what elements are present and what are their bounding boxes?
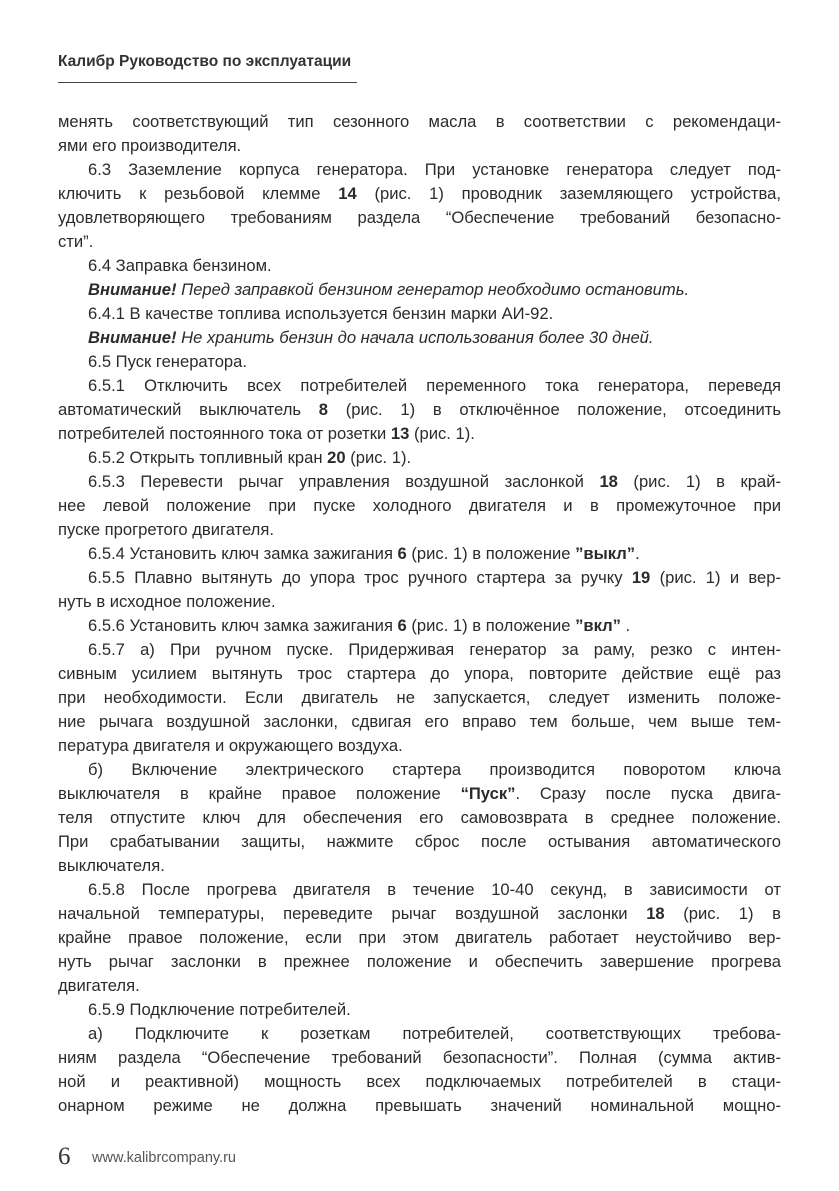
body-text: (рис. 1) в край- <box>617 472 781 491</box>
text-line <box>58 782 781 806</box>
body-text: нуть в исходное положение. <box>58 592 276 611</box>
body-text: (рис. 1) в <box>664 904 781 923</box>
body-text: (рис. 1) в отключённое положение, отсоединить <box>328 400 781 419</box>
text-line <box>58 158 781 182</box>
body-text: ние рычага воздушной заслонки, сдвигая его вправо тем больше, чем выше тем- <box>58 712 781 731</box>
paragraph <box>58 158 781 254</box>
body-text: теля отпустите ключ для обеспечения его самовозврата в среднее положение. <box>58 808 781 827</box>
emphasis-text: 19 <box>631 568 651 587</box>
emphasis-text: 6 <box>397 544 407 563</box>
text-line <box>58 1070 781 1094</box>
emphasis-text: “Пуск” <box>460 784 516 803</box>
emphasis-text: 6 <box>397 616 407 635</box>
body-text: а) Подключите к розеткам потребителей, соответствующих требова- <box>88 1024 781 1043</box>
body-text: 6.5.5 Плавно вытянуть до упора трос ручного стартера за ручку <box>88 568 632 587</box>
text-line <box>58 806 781 830</box>
body-text: начальной температуры, переведите рычаг воздушной заслонки <box>58 904 647 923</box>
text-line <box>58 134 781 158</box>
paragraph <box>58 254 781 278</box>
body-text: (рис. 1) проводник заземляющего устройства, <box>356 184 781 203</box>
body-text: нуть рычаг заслонки в прежнее положение и обеспечить завершение прогрева <box>58 952 781 971</box>
text-line <box>58 1094 781 1118</box>
page-number: 6 <box>58 1143 71 1170</box>
paragraph <box>58 350 781 374</box>
body-text: (рис. 1) в положение <box>406 544 576 563</box>
body-text: . Сразу после пуска двига- <box>515 784 781 803</box>
body-text: 6.4 Заправка бензином. <box>88 256 272 275</box>
paragraph <box>58 998 781 1022</box>
paragraph <box>58 1022 781 1118</box>
paragraph <box>58 278 781 302</box>
text-line <box>58 446 781 470</box>
body-text: . <box>635 544 640 563</box>
text-line <box>58 302 781 326</box>
body-text: 6.5.1 Отключить всех потребителей переменного тока генератора, переведя <box>88 376 781 395</box>
body-text: потребителей постоянного тока от розетки <box>58 424 391 443</box>
body-text: 6.3 Заземление корпуса генератора. При установке генератора следует под- <box>88 160 781 179</box>
paragraph <box>58 326 781 350</box>
paragraph <box>58 110 781 158</box>
text-line <box>58 854 781 878</box>
text-line <box>58 758 781 782</box>
emphasis-text: ”вкл” <box>575 616 621 635</box>
body-text: ключить к резьбовой клемме <box>58 184 339 203</box>
body-text: (рис. 1) и вер- <box>650 568 781 587</box>
paragraph <box>58 638 781 758</box>
body-text: менять соответствующий тип сезонного масла в соответствии с рекомендаци- <box>58 112 781 131</box>
emphasis-text: 8 <box>318 400 328 419</box>
body-text: . <box>620 616 631 635</box>
text-line <box>58 374 781 398</box>
emphasis-text: ”выкл” <box>575 544 636 563</box>
text-line <box>58 566 781 590</box>
body-text: автоматический выключатель <box>58 400 319 419</box>
text-line <box>58 470 781 494</box>
text-line <box>58 638 781 662</box>
text-line <box>58 1022 781 1046</box>
paragraph <box>58 542 781 566</box>
body-text: ниям раздела “Обеспечение требований безопасности”. Полная (сумма актив- <box>58 1048 781 1067</box>
paragraph <box>58 374 781 446</box>
emphasis-text: Внимание! <box>88 280 177 299</box>
text-line <box>58 878 781 902</box>
paragraph <box>58 566 781 614</box>
body-text: двигателя. <box>58 976 140 995</box>
text-line <box>58 326 781 350</box>
body-text: пература двигателя и окружающего воздуха. <box>58 736 403 755</box>
body-text: (рис. 1) в положение <box>406 616 576 635</box>
text-line <box>58 542 781 566</box>
body-text: 6.5.4 Установить ключ замка зажигания <box>88 544 398 563</box>
body-text: сти”. <box>58 232 94 251</box>
text-line <box>58 590 781 614</box>
body-text: выключателя. <box>58 856 165 875</box>
text-line <box>58 422 781 446</box>
text-line <box>58 710 781 734</box>
paragraph <box>58 758 781 878</box>
body-text: ной и реактивной) мощность всех подключаемых потребителей в стаци- <box>58 1072 781 1091</box>
body-text: 6.5.7 а) При ручном пуске. Придерживая генератор за раму, резко с интен- <box>88 640 781 659</box>
text-line <box>58 662 781 686</box>
body-text: пуске прогретого двигателя. <box>58 520 274 539</box>
text-line <box>58 998 781 1022</box>
body-text: удовлетворяющего требованиям раздела “Обеспечение требований безопасно- <box>58 208 781 227</box>
body-text: 6.5.6 Установить ключ замка зажигания <box>88 616 398 635</box>
text-line <box>58 350 781 374</box>
footer-url: www.kalibrcompany.ru <box>92 1150 236 1166</box>
text-line <box>58 734 781 758</box>
body-text: 6.5.2 Открыть топливный кран <box>88 448 328 467</box>
text-line <box>58 1046 781 1070</box>
paragraph <box>58 446 781 470</box>
text-line <box>58 182 781 206</box>
emphasis-text: 18 <box>646 904 665 923</box>
text-line <box>58 110 781 134</box>
emphasis-text: Не хранить бензин до начала использования более 30 дней. <box>176 328 654 347</box>
body-text: ями его производителя. <box>58 136 242 155</box>
text-line <box>58 902 781 926</box>
body-text: нее левой положение при пуске холодного двигателя и в промежуточное при <box>58 496 781 515</box>
emphasis-text: 13 <box>390 424 410 443</box>
text-line <box>58 950 781 974</box>
emphasis-text: 20 <box>327 448 346 467</box>
body-text: при необходимости. Если двигатель не запускается, следует изменить положе- <box>58 688 781 707</box>
text-line <box>58 518 781 542</box>
paragraph <box>58 614 781 638</box>
document-body <box>58 110 781 1118</box>
emphasis-text: Внимание! <box>88 328 177 347</box>
body-text: 6.5.9 Подключение потребителей. <box>88 1000 351 1019</box>
text-line <box>58 398 781 422</box>
emphasis-text: 14 <box>338 184 357 203</box>
body-text: сивным усилием вытянуть трос стартера до упора, повторите действие ещё раз <box>58 664 781 683</box>
text-line <box>58 278 781 302</box>
body-text: При срабатывании защиты, нажмите сброс после остывания автоматического <box>58 832 781 851</box>
body-text: 6.4.1 В качестве топлива используется бензин марки АИ-92. <box>88 304 554 323</box>
header-divider <box>58 82 357 83</box>
body-text: онарном режиме не должна превышать значений номинальной мощно- <box>58 1096 781 1115</box>
body-text: 6.5 Пуск генератора. <box>88 352 247 371</box>
body-text: крайне правое положение, если при этом двигатель работает неустойчиво вер- <box>58 928 781 947</box>
text-line <box>58 230 781 254</box>
text-line <box>58 926 781 950</box>
emphasis-text: 18 <box>599 472 618 491</box>
text-line <box>58 614 781 638</box>
body-text: 6.5.8 После прогрева двигателя в течение 10-40 секунд, в зависимости от <box>88 880 781 899</box>
text-line <box>58 494 781 518</box>
paragraph <box>58 878 781 998</box>
running-header: Калибр Руководство по эксплуатации <box>58 53 352 70</box>
paragraph <box>58 302 781 326</box>
text-line <box>58 254 781 278</box>
text-line <box>58 686 781 710</box>
body-text: выключателя в крайне правое положение <box>58 784 461 803</box>
body-text: б) Включение электрического стартера производится поворотом ключа <box>88 760 781 779</box>
text-line <box>58 974 781 998</box>
body-text: (рис. 1). <box>345 448 412 467</box>
text-line <box>58 830 781 854</box>
body-text: (рис. 1). <box>409 424 475 443</box>
emphasis-text: Перед заправкой бензином генератор необходимо остановить. <box>176 280 690 299</box>
paragraph <box>58 470 781 542</box>
text-line <box>58 206 781 230</box>
body-text: 6.5.3 Перевести рычаг управления воздушной заслонкой <box>88 472 600 491</box>
